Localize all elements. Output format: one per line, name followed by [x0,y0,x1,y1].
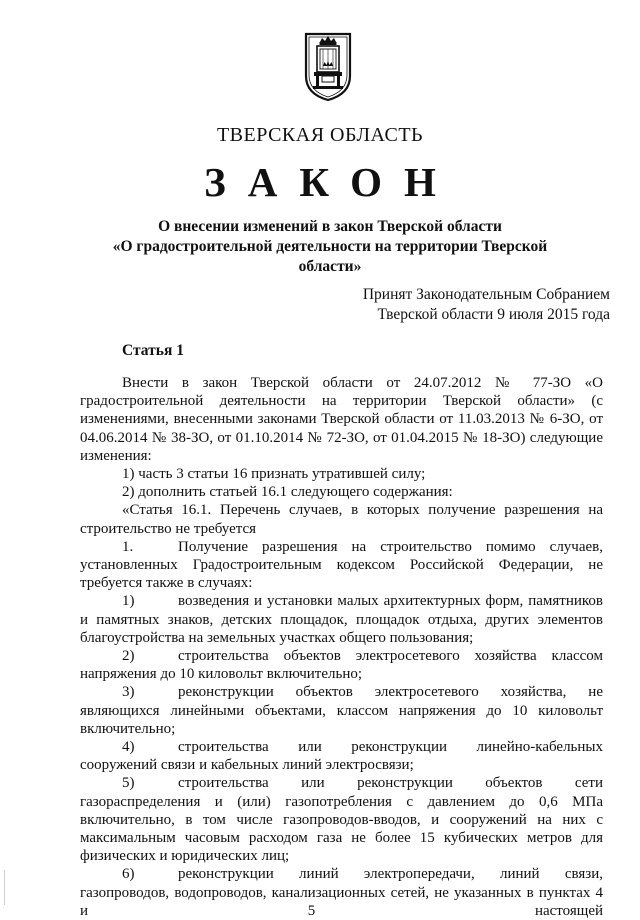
adoption-note [310,285,610,325]
list-item-text: возведения и установки малых архитектурных форм, памятников и памятных знаков, детских площадок, площадок отдыха, других элементов благоустройства на земельных участках общего пользования; [80,593,603,646]
list-item [80,774,603,865]
region-title: ТВЕРСКАЯ ОБЛАСТЬ [216,124,424,146]
list-item-text: строительства или реконструкции объектов сети газораспределения и (или) газопотребления с давлением до 0,6 МПа включительно, в том числе газопроводов-вводов, и сооружений на них с максимальным часовым расходом газа не более 15 кубических метров для физических и юридических лиц; [80,775,603,865]
law-subtitle [100,217,560,277]
list-item-text: строительства объектов электросетевого хозяйства классом напряжения до 10 киловольт включительно; [80,648,603,683]
subtitle-line: «О градостроительной деятельности на территории Тверской [112,238,548,255]
list-item-number: 2) [122,648,135,665]
article-body [80,374,603,920]
list-item-text: реконструкции линий электропередачи, линий связи, газопроводов, водопроводов, канализационных сетей, не указанных в пунктах 4 и 5 настоящей [80,866,603,919]
adoption-line: Принят Законодательным Собранием [362,286,610,303]
coat-of-arms-icon [303,30,353,102]
list-item [80,865,603,920]
list-item-number: 6) [122,866,135,883]
article-heading: Статья 1 [122,342,184,359]
list-item-number: 4) [122,739,135,756]
document-type-title: ЗАКОН [204,159,458,205]
paragraph-text: Получение разрешения на строительство помимо случаев, установленных Градостроительным кодексом Российской Федерации, не требуется также в случаях: [80,538,603,592]
adoption-line: Тверской области 9 июля 2015 года [377,306,610,323]
list-item [80,683,603,738]
list-item [80,647,603,683]
change-item: 1) часть 3 статьи 16 признать утратившей силу; [122,466,426,483]
subtitle-line: О внесении изменений в закон Тверской области [158,218,502,235]
list-item-text: реконструкции объектов электросетевого хозяйства, не являющихся линейными объектами, классом напряжения до 10 киловольт включительно; [80,684,603,737]
paragraph-1 [80,538,603,593]
scan-edge-line [4,870,5,905]
list-item-number: 3) [122,684,135,701]
list-item [80,738,603,774]
list-item-number: 5) [122,775,135,792]
new-article-title: «Статья 16.1. Перечень случаев, в которых получение разрешения на строительство не требуется [80,502,603,537]
list-item [80,592,603,647]
paragraph-number: 1. [122,538,134,555]
article-intro: Внести в закон Тверской области от 24.07.2012 № 77-ЗО «О градостроительной деятельности на территории Тверской области» (с изменениями, внесенными законами Тверской области от 11.03.2013 № 6-ЗО, от 04.06.2014 № 38-ЗО, от 01.10.2014 № 72-ЗО, от 01.04.2015 № 18-ЗО) следующие изменения: [80,375,603,464]
change-item: 2) дополнить статьей 16.1 следующего содержания: [122,484,453,501]
list-item-text: строительства или реконструкции линейно-кабельных сооружений связи и кабельных линий электросвязи; [80,739,603,774]
list-item-number: 1) [122,593,135,610]
subtitle-line: области» [298,258,362,275]
